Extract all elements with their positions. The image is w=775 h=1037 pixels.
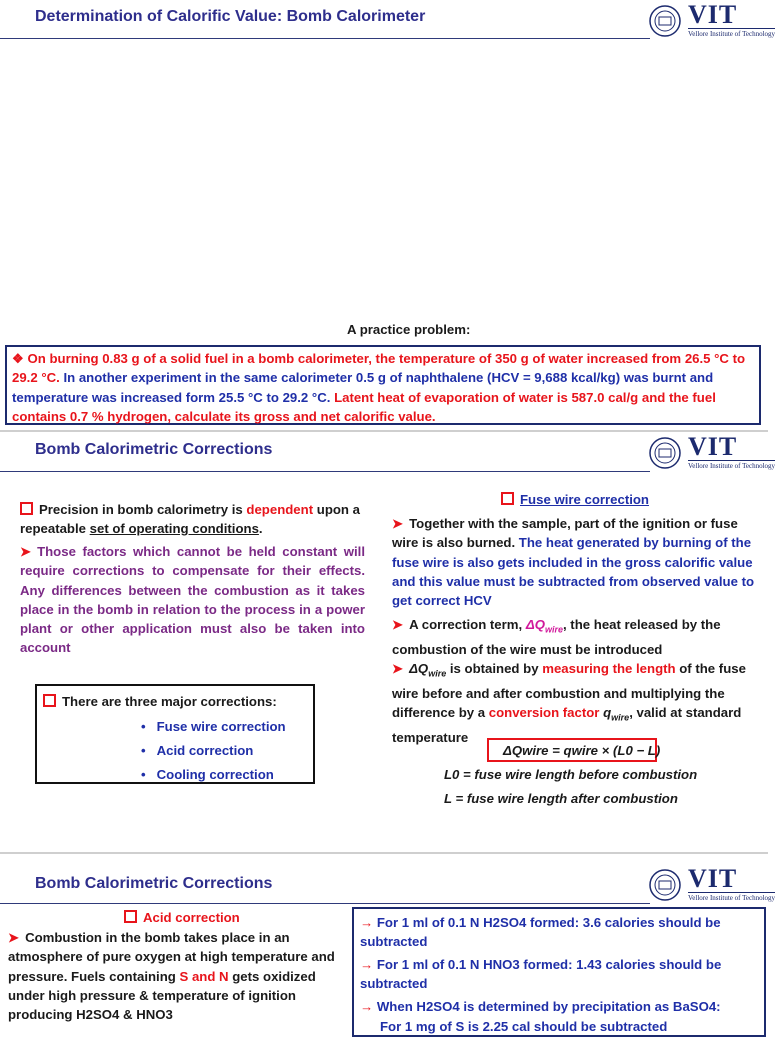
logo-brand: VIT — [688, 432, 738, 461]
logo-brand: VIT — [688, 864, 738, 893]
slide-separator — [0, 852, 768, 854]
arrow-bullet-icon: ➤ — [392, 617, 404, 632]
arrow-bullet-icon: ➤ — [392, 516, 404, 531]
acid-heading: Acid correction — [124, 908, 240, 927]
acid-rule-1: → For 1 ml of 0.1 N H2SO4 formed: 3.6 calories should be subtracted — [360, 915, 721, 950]
correction-item: • Acid correction — [141, 743, 254, 758]
arrow-icon: → — [360, 999, 374, 1014]
definition-l: L = fuse wire length after combustion — [444, 791, 678, 806]
vit-logo — [648, 864, 775, 904]
slide-title: Bomb Calorimetric Corrections — [35, 875, 273, 892]
title-rule — [0, 471, 650, 472]
problem-part-1: On burning 0.83 g of a solid fuel in a bomb calorimeter, the temperature of 350 g of water increased from 26.5 °C to 29.2 °C. — [12, 351, 746, 386]
precision-paragraph: Precision in bomb calorimetry is dependent upon a repeatable set of operating conditions. — [20, 502, 360, 537]
title-rule — [0, 903, 650, 904]
vit-logo — [648, 432, 775, 472]
definition-l0: L0 = fuse wire length before combustion — [444, 767, 698, 782]
formula: ΔQwire = qwire × (L0 − L) — [503, 743, 661, 758]
corrections-box — [35, 684, 315, 784]
logo-brand: VIT — [688, 0, 738, 29]
slide-2 — [0, 432, 775, 850]
square-bullet-icon — [43, 694, 56, 707]
formula-box — [487, 738, 661, 762]
seal-icon — [648, 868, 682, 902]
arrow-icon: → — [360, 915, 374, 930]
slide-3 — [0, 862, 775, 1034]
fuse-bullet-3: ➤ $\Delta Q_{wire}$ is obtained by measuring the length of the fuse wire before and after combustion and multiplying the difference by a conversion factor $q_{wire}$, valid at standard temperature — [392, 661, 746, 746]
problem-box — [5, 345, 761, 425]
square-bullet-icon — [20, 502, 33, 515]
seal-icon — [648, 4, 682, 38]
factors-paragraph: ➤ Those factors which cannot be held constant will require corrections to compensate for their effects. Any differences between the combustion as it takes place in the bomb in relation to the process in a power plant or other application must also be taken into account — [20, 544, 365, 656]
arrow-bullet-icon: ➤ — [392, 661, 404, 676]
problem-heading: A practice problem: — [347, 322, 471, 337]
logo-subtitle: Vellore Institute of Technology — [688, 894, 775, 902]
fuse-wire-heading: Fuse wire correction — [501, 490, 649, 509]
seal-icon — [648, 436, 682, 470]
title-rule — [0, 38, 650, 39]
problem-part-3: Latent heat of evaporation of water is 587.0 cal/g and the fuel contains 0.7 % hydrogen, calculate its gross and net calorific value. — [12, 389, 716, 424]
acid-rule-2: → For 1 ml of 0.1 N HNO3 formed: 1.43 calories should be subtracted — [360, 957, 722, 992]
correction-item: • Fuse wire correction — [141, 719, 286, 734]
arrow-icon: → — [360, 957, 374, 972]
slide-title: Bomb Calorimetric Corrections — [35, 441, 273, 458]
fuse-bullet-2: ➤ A correction term, $\Delta Q_{wire}$, the heat released by the combustion of the wire must be introduced — [392, 617, 721, 657]
vit-logo — [648, 0, 775, 40]
problem-part-2: In another experiment in the same calorimeter 0.5 g of naphthalene (HCV = 9,688 kcal/kg) was burnt and temperature was increased form 25.5 °C to 29.2 °C. — [12, 370, 714, 405]
square-bullet-icon — [501, 492, 514, 505]
problem-text — [12, 349, 752, 426]
slide-1 — [0, 0, 775, 430]
acid-rule-3: → When H2SO4 is determined by precipitation as BaSO4: — [360, 999, 721, 1014]
acid-rule-4: For 1 mg of S is 2.25 cal should be subtracted — [380, 1019, 668, 1034]
correction-item: • Cooling correction — [141, 767, 274, 782]
acid-paragraph: ➤ Combustion in the bomb takes place in an atmosphere of pure oxygen at high temperature and pressure. Fuels containing S and N gets oxidized under high pressure & temperature of ignition producing H2SO4 & HNO3 — [8, 930, 335, 1023]
arrow-bullet-icon: ➤ — [8, 930, 20, 945]
corrections-heading: There are three major corrections: — [43, 692, 277, 711]
square-bullet-icon — [124, 910, 137, 923]
arrow-bullet-icon: ➤ — [20, 544, 32, 559]
diamond-bullet-icon: ❖ — [12, 351, 24, 366]
fuse-bullet-1: ➤ Together with the sample, part of the ignition or fuse wire is also burned. The heat generated by burning of the fuse wire is also gets included in the gross calorific value and this value must be subtracted from observed value to get correct HCV — [392, 516, 755, 609]
logo-subtitle: Vellore Institute of Technology — [688, 462, 775, 470]
acid-corrections-box — [352, 907, 766, 1037]
slide-title: Determination of Calorific Value: Bomb Calorimeter — [35, 8, 426, 25]
logo-subtitle: Vellore Institute of Technology — [688, 30, 775, 38]
